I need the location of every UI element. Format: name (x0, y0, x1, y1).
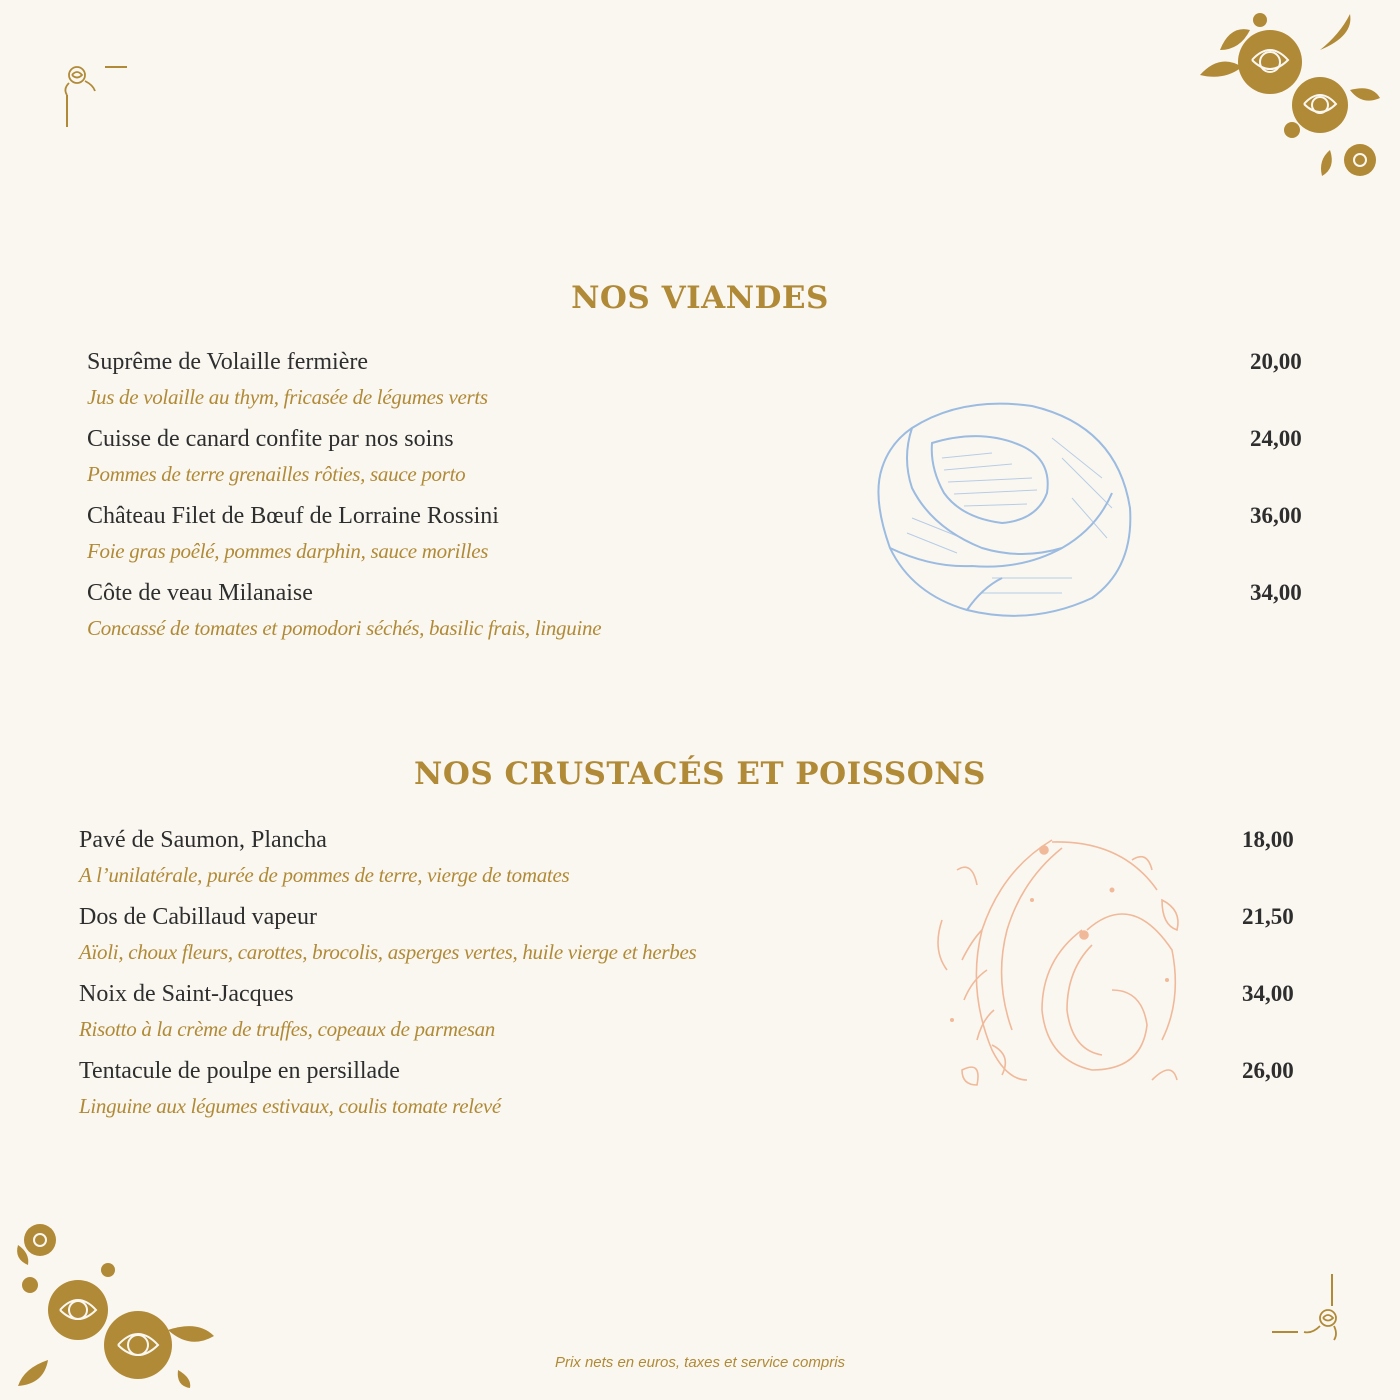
section-title-crustaces-poissons: NOS CRUSTACÉS ET POISSONS (414, 756, 986, 792)
item-description: Pommes de terre grenailles rôties, sauce porto (87, 462, 466, 486)
item-description: A l’unilatérale, purée de pommes de terre, vierge de tomates (79, 863, 570, 887)
item-price: 34,00 (1250, 580, 1302, 605)
item-description: Risotto à la crème de truffes, copeaux de parmesan (79, 1017, 495, 1041)
item-name: Côte de veau Milanaise (87, 580, 313, 606)
item-price: 21,50 (1242, 904, 1294, 929)
item-price: 20,00 (1250, 349, 1302, 374)
rose-ornament-top-left (55, 55, 135, 130)
item-name: Château Filet de Bœuf de Lorraine Rossini (87, 503, 499, 529)
item-price: 24,00 (1250, 426, 1302, 451)
item-description: Foie gras poêlé, pommes darphin, sauce morilles (87, 539, 489, 563)
item-description: Aïoli, choux fleurs, carottes, brocolis, asperges vertes, huile vierge et herbes (79, 940, 697, 964)
footer-note: Prix nets en euros, taxes et service compris (554, 1354, 846, 1371)
rose-ornament-bottom-right (1268, 1270, 1348, 1345)
item-description: Jus de volaille au thym, fricasée de légumes verts (87, 385, 488, 409)
item-name: Dos de Cabillaud vapeur (79, 904, 317, 930)
item-name: Noix de Saint-Jacques (79, 981, 294, 1007)
item-name: Pavé de Saumon, Plancha (79, 827, 327, 853)
section-title-viandes: NOS VIANDES (571, 280, 829, 316)
item-name: Cuisse de canard confite par nos soins (87, 426, 454, 452)
rose-bouquet-top-right (1180, 10, 1390, 190)
item-price: 36,00 (1250, 503, 1302, 528)
item-description: Concassé de tomates et pomodori séchés, basilic frais, linguine (87, 616, 602, 640)
item-price: 26,00 (1242, 1058, 1294, 1083)
steak-sketch-illustration (872, 398, 1137, 623)
item-price: 18,00 (1242, 827, 1294, 852)
item-price: 34,00 (1242, 981, 1294, 1006)
shrimp-sketch-illustration (932, 830, 1187, 1090)
item-name: Tentacule de poulpe en persillade (79, 1058, 400, 1084)
item-description: Linguine aux légumes estivaux, coulis tomate relevé (79, 1094, 501, 1118)
item-name: Suprême de Volaille fermière (87, 349, 369, 375)
